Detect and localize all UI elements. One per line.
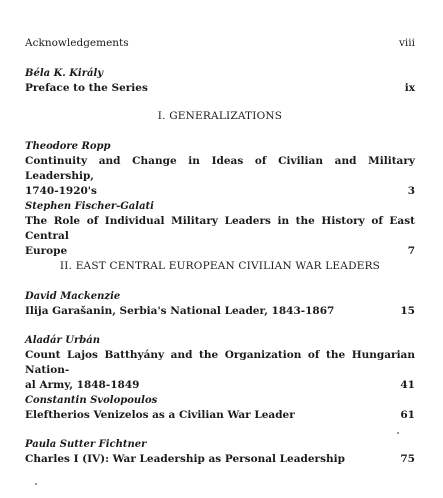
toc-line <box>25 408 415 423</box>
entry-title: Charles I (IV): War Leadership as Personal Leadership <box>25 453 345 465</box>
toc-entry-preface <box>25 66 415 96</box>
toc-entry-ropp <box>25 139 415 199</box>
entry-author: Stephen Fischer-Galati <box>25 201 154 212</box>
section-heading-civilian-war-leaders: II. EAST CENTRAL EUROPEAN CIVILIAN WAR LEADERS <box>59 260 381 272</box>
page-number: 15 <box>400 305 415 317</box>
page-number: 3 <box>407 185 415 197</box>
entry-author: Constantin Svolopoulos <box>25 395 158 406</box>
page-number: 41 <box>400 379 415 391</box>
entry-title-line-2: 1740-1920's <box>25 185 97 197</box>
entry-title: Eleftherios Venizelos as a Civilian War Leader <box>25 409 295 421</box>
entry-title: Acknowledgements <box>25 37 129 49</box>
entry-title-line-2: al Army, 1848-1849 <box>25 379 140 391</box>
entry-author: Aladár Urbán <box>25 335 100 346</box>
entry-title-line-1: Continuity and Change in Ideas of Civilian and Military Leadership, <box>25 155 415 182</box>
toc-line <box>25 81 415 96</box>
section-heading-generalizations: I. GENERALIZATIONS <box>157 110 283 122</box>
toc-line <box>25 304 415 319</box>
toc-entry-svolopoulos <box>25 393 415 423</box>
page-number: ix <box>404 82 415 94</box>
toc-line <box>25 378 415 393</box>
entry-author: Béla K. Király <box>25 68 104 79</box>
entry-title-line-2: Europe <box>25 245 68 257</box>
entry-author: Paula Sutter Fichtner <box>25 439 147 450</box>
page-number: 7 <box>407 245 415 257</box>
toc-entry-urban <box>25 333 415 393</box>
page-number: viii <box>398 37 415 49</box>
toc-entry-acknowledgements <box>25 36 415 51</box>
toc-line <box>25 244 415 259</box>
page-number: 75 <box>400 453 415 465</box>
page-number: 61 <box>400 409 415 421</box>
toc-entry-fischer-galati <box>25 199 415 259</box>
toc-line <box>25 36 415 51</box>
scan-speck <box>35 483 37 485</box>
scan-speck <box>397 432 399 434</box>
entry-title-line-1: Count Lajos Batthyány and the Organization of the Hungarian Nation- <box>25 349 415 376</box>
entry-title-line-1: The Role of Individual Military Leaders in the History of East Central <box>25 215 415 242</box>
table-of-contents <box>25 0 415 498</box>
toc-line <box>25 184 415 199</box>
toc-entry-mackenzie <box>25 289 415 319</box>
entry-author: Theodore Ropp <box>25 141 111 152</box>
entry-author: David Mackenzie <box>25 291 121 302</box>
toc-line <box>25 452 415 467</box>
entry-title: Preface to the Series <box>25 82 148 94</box>
entry-title: Ilija Garašanin, Serbia's National Leader, 1843-1867 <box>25 305 335 317</box>
toc-entry-fichtner <box>25 437 415 467</box>
